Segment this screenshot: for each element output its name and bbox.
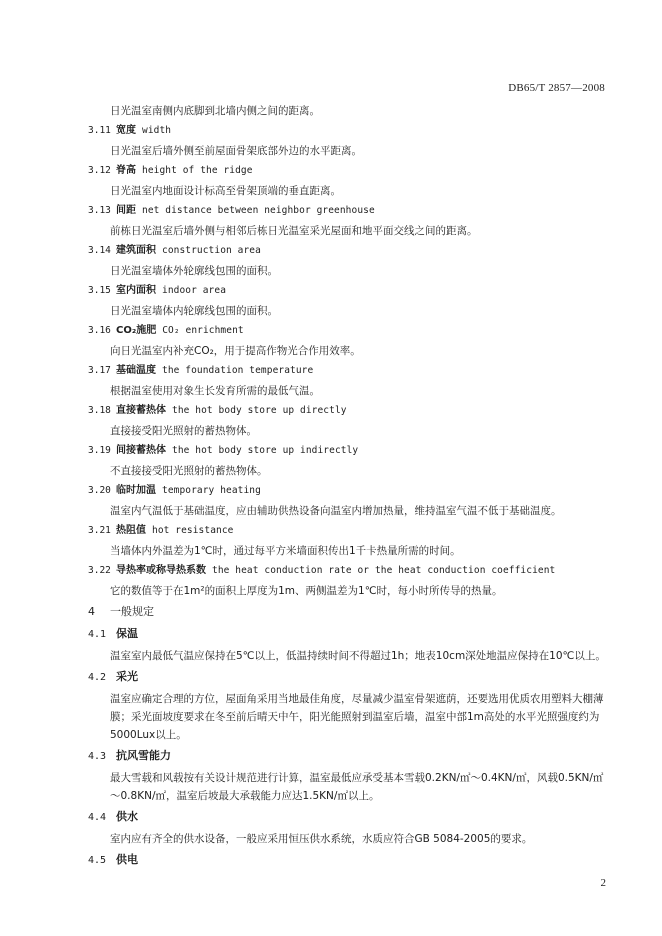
term-heading [88,201,608,221]
term-definition: 向日光温室内补充CO₂，用于提高作物光合作用效率。 [110,345,361,357]
section-title: 采光 [116,670,138,683]
term-definition: 前栋日光温室后墙外侧与相邻后栋日光温室采光屋面和地平面交线之间的距离。 [110,225,478,237]
section-title: 抗风雪能力 [116,749,171,762]
term-english: temporary heating [162,485,261,496]
term-english: construction area [162,245,261,256]
section-number: 4.5 [88,855,107,866]
term-chinese: 热阻值 [116,525,146,536]
term-english: indoor area [162,285,227,296]
term-chinese: 基础温度 [116,365,156,376]
section-number: 4.1 [88,629,107,640]
term-chinese: 脊高 [116,165,136,176]
section-heading [88,623,608,646]
section-heading [88,666,608,689]
term-heading [88,161,608,181]
term-number: 3.13 [88,205,111,216]
term-heading [88,321,608,341]
section-body: 室内应有齐全的供水设备，一般应采用恒压供水系统，水质应符合GB 5084-2005的要求。 [110,833,533,845]
document-code: DB65/T 2857—2008 [508,82,605,94]
section-number: 4.2 [88,672,107,683]
term-number: 3.22 [88,565,111,576]
section-body: 最大雪载和风载按有关设计规范进行计算，温室最低应承受基本雪载0.2KN/㎡～0.4KN/㎡，风载0.5KN/㎡～0.8KN/㎡，温室后坡最大承载能力应达1.5KN/㎡以上。 [110,772,604,802]
term-heading [88,561,608,581]
term-number: 3.14 [88,245,111,256]
term-heading [88,521,608,541]
term-number: 3.19 [88,445,111,456]
term-chinese: 间距 [116,205,136,216]
term-english: the foundation temperature [162,365,314,376]
section-title: 供水 [116,810,138,823]
term-definition: 日光温室墙体内轮廓线包围的面积。 [110,305,278,317]
term-chinese: 室内面积 [116,285,156,296]
term-number: 3.18 [88,405,111,416]
term-definition: 根据温室使用对象生长发育所需的最低气温。 [110,385,320,397]
term-number: 3.12 [88,165,111,176]
term-english: CO₂ enrichment [162,325,244,336]
page-number: 2 [600,877,606,889]
term-heading [88,481,608,501]
term-english: height of the ridge [142,165,253,176]
term-english: the heat conduction rate or the heat conduction coefficient [212,565,556,576]
section-body: 温室应确定合理的方位，屋面角采用当地最佳角度，尽量减少温室骨架遮荫，还要选用优质农用塑料大棚薄膜；采光面坡度要求在冬至前后晴天中午，阳光能照射到温室后墙，温室中部1m高处的水平光照强度约为5000Lux以上。 [110,693,604,741]
term-definition: 日光温室墙体外轮廓线包围的面积。 [110,265,278,277]
term-heading [88,241,608,261]
term-number: 3.21 [88,525,111,536]
section-heading [88,745,608,768]
section-number: 4.4 [88,812,107,823]
lead-paragraph: 日光温室南侧内底脚到北墙内侧之间的距离。 [110,105,320,117]
term-chinese: 宽度 [116,125,136,136]
term-chinese: 导热率或称导热系数 [116,565,206,576]
chapter-title: 一般规定 [110,605,154,618]
term-definition: 不直接接受阳光照射的蓄热物体。 [110,465,268,477]
term-definition: 当墙体内外温差为1℃时，通过每平方米墙面积传出1千卡热量所需的时间。 [110,545,461,557]
term-definition: 日光温室后墙外侧至前屋面骨架底部外边的水平距离。 [110,145,362,157]
term-english: hot resistance [152,525,234,536]
term-list [88,121,608,601]
term-english: the hot body store up directly [172,405,347,416]
term-heading [88,441,608,461]
term-heading [88,281,608,301]
section-title: 保温 [116,627,138,640]
term-number: 3.17 [88,365,111,376]
term-number: 3.15 [88,285,111,296]
term-english: the hot body store up indirectly [172,445,359,456]
section-number: 4.3 [88,751,107,762]
term-english: width [142,125,172,136]
chapter-heading [88,601,608,623]
term-heading [88,401,608,421]
term-chinese: CO₂施肥 [116,325,157,336]
term-number: 3.16 [88,325,111,336]
term-definition: 日光温室内地面设计标高至骨架顶端的垂直距离。 [110,185,341,197]
term-definition: 温室内气温低于基础温度，应由辅助供热设备向温室内增加热量，维持温室气温不低于基础温度。 [110,505,562,517]
term-number: 3.20 [88,485,111,496]
section-title: 供电 [116,853,138,866]
page-content [88,101,608,872]
term-number: 3.11 [88,125,111,136]
section-body: 温室室内最低气温应保持在5℃以上，低温持续时间不得超过1h；地表10cm深处地温应保持在10℃以上。 [110,650,606,662]
term-heading [88,121,608,141]
term-definition: 它的数值等于在1m²的面积上厚度为1m、两侧温差为1℃时，每小时所传导的热量。 [110,585,503,597]
section-heading [88,806,608,829]
term-definition: 直接接受阳光照射的蓄热物体。 [110,425,257,437]
term-chinese: 直接蓄热体 [116,405,166,416]
chapter-number: 4 [88,605,95,618]
term-chinese: 临时加温 [116,485,156,496]
term-chinese: 间接蓄热体 [116,445,166,456]
term-heading [88,361,608,381]
term-english: net distance between neighbor greenhouse [142,205,375,216]
term-chinese: 建筑面积 [116,245,156,256]
section-heading [88,849,608,872]
section-list [88,623,608,872]
